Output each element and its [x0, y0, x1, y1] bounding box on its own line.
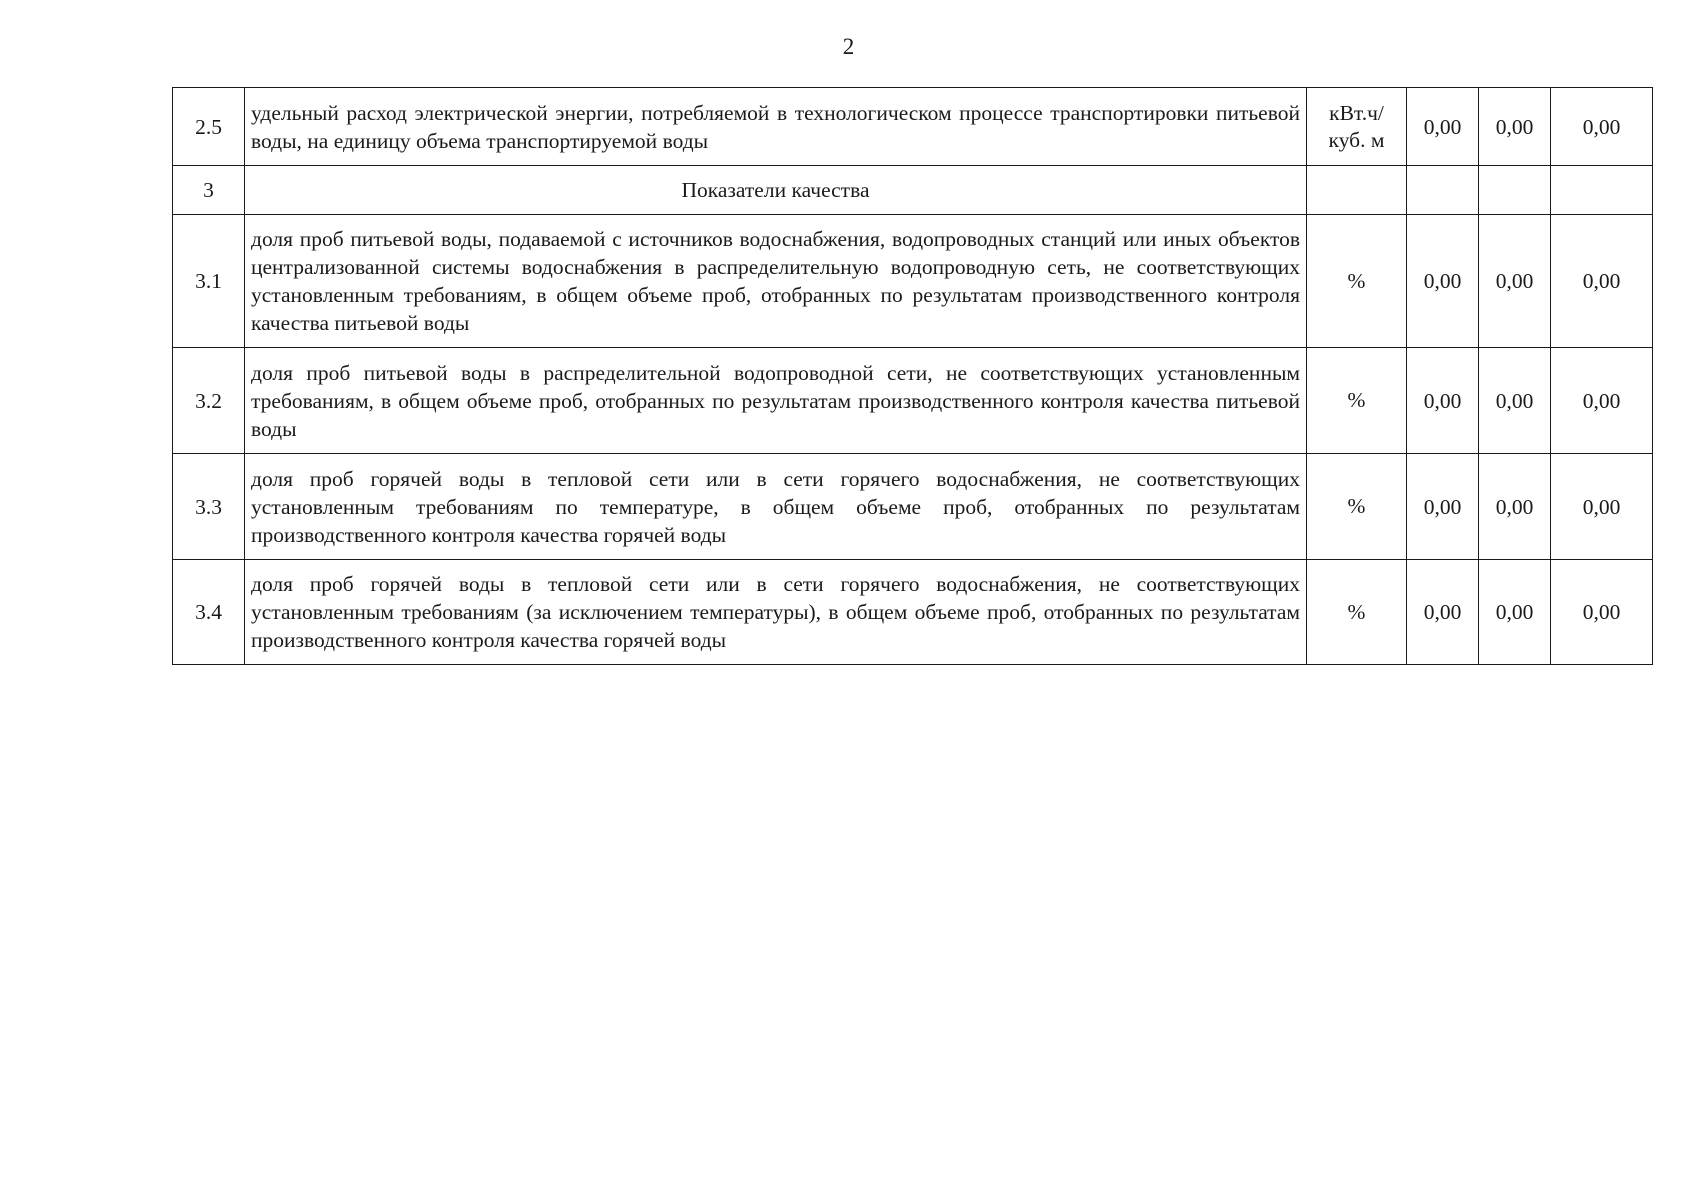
- unit-line: кВт.ч/: [1329, 100, 1384, 125]
- row-value: 0,00: [1551, 348, 1653, 454]
- row-unit: %: [1307, 348, 1407, 454]
- table-row: [173, 88, 1653, 166]
- row-value: [1407, 166, 1479, 215]
- row-value: 0,00: [1551, 454, 1653, 560]
- indicators-table: [172, 87, 1653, 665]
- section-title: Показатели качества: [245, 166, 1307, 215]
- row-value: 0,00: [1407, 88, 1479, 166]
- row-unit: %: [1307, 454, 1407, 560]
- row-number: 2.5: [173, 88, 245, 166]
- row-description: доля проб горячей воды в тепловой сети или в сети горячего водоснабжения, не соответствующих установленным требованиям (за исключением температуры), в общем объеме проб, отобранных по результатам производственного контроля качества горячей воды: [245, 560, 1307, 665]
- row-value: 0,00: [1407, 215, 1479, 348]
- row-value: 0,00: [1407, 348, 1479, 454]
- row-number: 3: [173, 166, 245, 215]
- row-value: 0,00: [1479, 88, 1551, 166]
- row-number: 3.1: [173, 215, 245, 348]
- row-value: 0,00: [1479, 215, 1551, 348]
- table-row: [173, 215, 1653, 348]
- row-description: доля проб питьевой воды, подаваемой с источников водоснабжения, водопроводных станций или иных объектов централизованной системы водоснабжения в распределительную водопроводную сеть, не соответствующих установленным требованиям, в общем объеме проб, отобранных по результатам производственного контроля качества питьевой воды: [245, 215, 1307, 348]
- table-row: [173, 454, 1653, 560]
- row-value: 0,00: [1407, 560, 1479, 665]
- page-number: 2: [842, 34, 855, 59]
- unit-line: куб. м: [1328, 127, 1385, 152]
- row-number: 3.2: [173, 348, 245, 454]
- row-value: [1479, 166, 1551, 215]
- row-number: 3.4: [173, 560, 245, 665]
- row-value: 0,00: [1551, 215, 1653, 348]
- row-number: 3.3: [173, 454, 245, 560]
- row-value: 0,00: [1551, 560, 1653, 665]
- table-row: [173, 560, 1653, 665]
- row-unit: [1307, 166, 1407, 215]
- row-value: 0,00: [1479, 454, 1551, 560]
- row-value: 0,00: [1479, 348, 1551, 454]
- row-value: [1551, 166, 1653, 215]
- row-unit: %: [1307, 215, 1407, 348]
- table-row: [173, 348, 1653, 454]
- row-value: 0,00: [1479, 560, 1551, 665]
- row-unit: [1307, 88, 1407, 166]
- section-row: [173, 166, 1653, 215]
- row-value: 0,00: [1407, 454, 1479, 560]
- row-description: доля проб питьевой воды в распределительной водопроводной сети, не соответствующих установленным требованиям, в общем объеме проб, отобранных по результатам производственного контроля качества питьевой воды: [245, 348, 1307, 454]
- row-value: 0,00: [1551, 88, 1653, 166]
- row-description: удельный расход электрической энергии, потребляемой в технологическом процессе транспортировки питьевой воды, на единицу объема транспортируемой воды: [245, 88, 1307, 166]
- row-unit: %: [1307, 560, 1407, 665]
- row-description: доля проб горячей воды в тепловой сети или в сети горячего водоснабжения, не соответствующих установленным требованиям по температуре, в общем объеме проб, отобранных по результатам производственного контроля качества горячей воды: [245, 454, 1307, 560]
